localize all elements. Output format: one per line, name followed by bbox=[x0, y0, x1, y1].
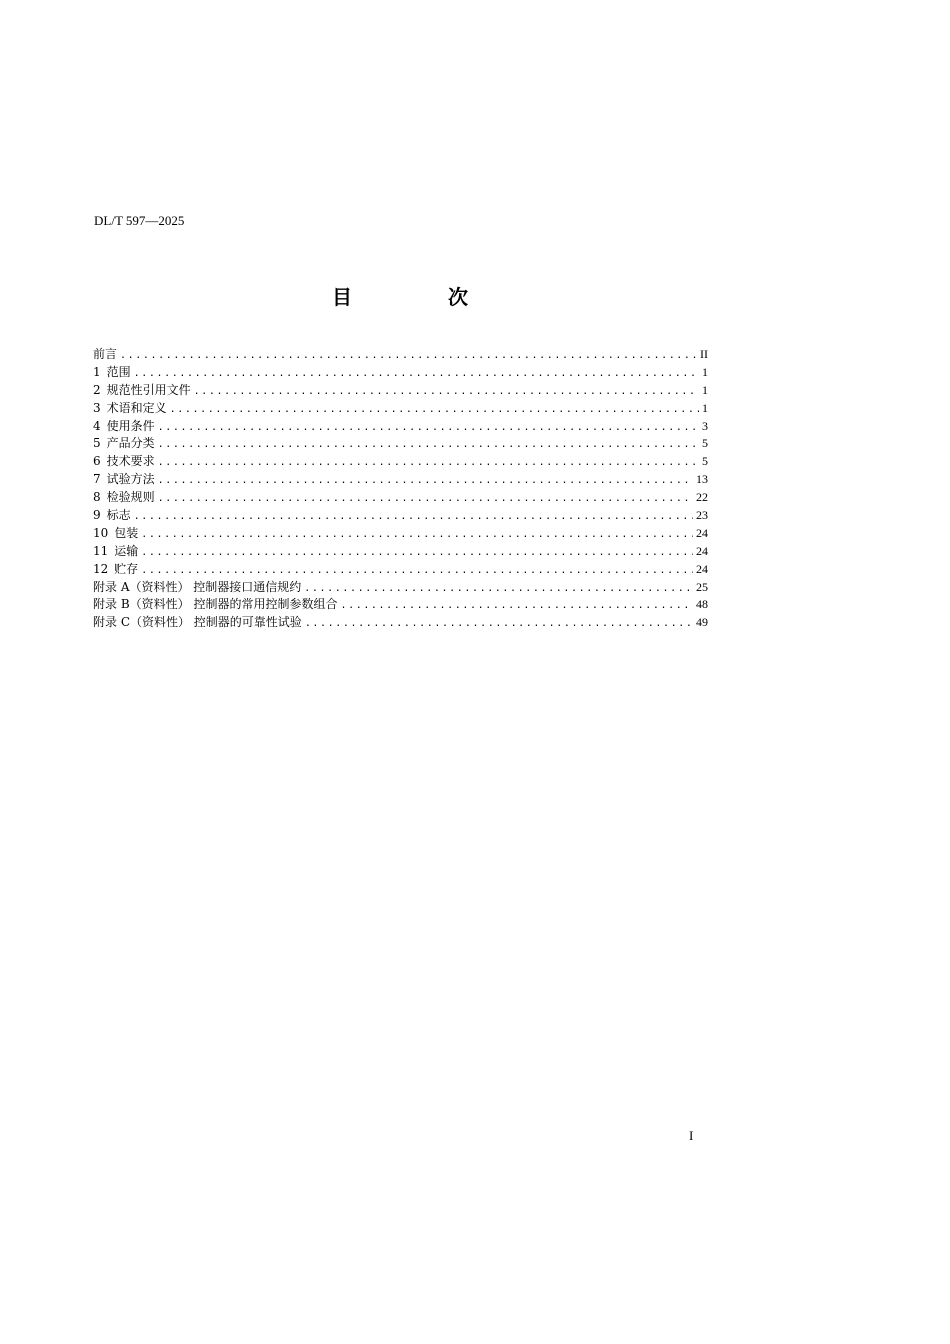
toc-entry-page: 23 bbox=[696, 508, 708, 523]
toc-entry-number: 8 bbox=[93, 490, 101, 505]
toc-leader-dots bbox=[141, 544, 693, 561]
page-number: I bbox=[689, 1128, 694, 1143]
toc-entry-label: 规范性引用文件 bbox=[106, 382, 191, 397]
toc-entry-label: 运输 bbox=[114, 543, 139, 558]
toc-entry-page: 3 bbox=[702, 418, 708, 433]
toc-leader-dots bbox=[158, 454, 699, 471]
toc-entry-label: 术语和定义 bbox=[106, 400, 167, 415]
toc-entry-label: 包装 bbox=[114, 525, 139, 540]
toc-entry-label: 试验方法 bbox=[106, 472, 155, 487]
toc-entry-number: 11 bbox=[93, 543, 109, 558]
toc-leader-dots bbox=[158, 419, 699, 436]
toc-entry-label: 附录 A（资料性） 控制器接口通信规约 bbox=[93, 579, 302, 594]
toc-entry-6[interactable] bbox=[93, 453, 708, 471]
toc-entry-page: 49 bbox=[696, 615, 708, 630]
toc-entry-page: 1 bbox=[702, 382, 708, 397]
toc-entry-number: 6 bbox=[93, 454, 101, 469]
toc-entry-appendix-a[interactable] bbox=[93, 579, 708, 597]
toc-entry-foreword[interactable] bbox=[93, 346, 708, 364]
toc-leader-dots bbox=[141, 526, 693, 543]
toc-leader-dots bbox=[170, 401, 699, 418]
toc-entry-7[interactable] bbox=[93, 471, 708, 489]
toc-entry-page: 24 bbox=[696, 525, 708, 540]
toc-entry-1[interactable] bbox=[93, 364, 708, 382]
toc-entry-11[interactable] bbox=[93, 543, 708, 561]
toc-entry-page: 1 bbox=[702, 364, 708, 379]
toc-entry-page: 5 bbox=[702, 454, 708, 469]
toc-entry-number: 7 bbox=[93, 472, 101, 487]
toc-entry-appendix-b[interactable] bbox=[93, 596, 708, 614]
toc-entry-number: 9 bbox=[93, 508, 101, 523]
toc-leader-dots bbox=[141, 562, 693, 579]
toc-entry-page: 5 bbox=[702, 436, 708, 451]
toc-entry-page: 48 bbox=[696, 597, 708, 612]
toc-entry-number: 10 bbox=[93, 525, 109, 540]
toc-entry-10[interactable] bbox=[93, 525, 708, 543]
toc-leader-dots bbox=[158, 490, 693, 507]
toc-entry-page: 13 bbox=[696, 472, 708, 487]
toc-leader-dots bbox=[134, 508, 693, 525]
toc-entry-label: 使用条件 bbox=[106, 418, 155, 433]
document-code: DL/T 597—2025 bbox=[94, 213, 185, 228]
toc-leader-dots bbox=[158, 472, 693, 489]
toc-leader-dots bbox=[194, 383, 699, 400]
toc-entry-8[interactable] bbox=[93, 489, 708, 507]
toc-entry-label: 贮存 bbox=[114, 561, 139, 576]
toc-entry-4[interactable] bbox=[93, 418, 708, 436]
toc-entry-page: 24 bbox=[696, 561, 708, 576]
toc-leader-dots bbox=[340, 597, 693, 614]
toc-entry-number: 5 bbox=[93, 436, 101, 451]
toc-entry-label: 前言 bbox=[93, 347, 118, 361]
toc-entry-number: 12 bbox=[93, 561, 109, 576]
toc-entry-number: 1 bbox=[93, 364, 101, 379]
toc-leader-dots bbox=[304, 580, 693, 597]
toc-entry-label: 附录 C（资料性） 控制器的可靠性试验 bbox=[93, 615, 302, 630]
toc-entry-label: 范围 bbox=[106, 364, 131, 379]
toc-entry-number: 3 bbox=[93, 400, 101, 415]
toc-leader-dots bbox=[305, 615, 693, 632]
toc-entry-2[interactable] bbox=[93, 382, 708, 400]
table-of-contents bbox=[93, 346, 708, 632]
toc-entry-page: 22 bbox=[696, 490, 708, 505]
toc-entry-page: 1 bbox=[702, 400, 708, 415]
toc-entry-label: 产品分类 bbox=[106, 436, 155, 451]
toc-entry-3[interactable] bbox=[93, 400, 708, 418]
toc-entry-label: 附录 B（资料性） 控制器的常用控制参数组合 bbox=[93, 597, 338, 612]
toc-entry-9[interactable] bbox=[93, 507, 708, 525]
toc-entry-5[interactable] bbox=[93, 435, 708, 453]
toc-entry-label: 检验规则 bbox=[106, 490, 155, 505]
toc-entry-page: 25 bbox=[696, 579, 708, 594]
toc-entry-page: 24 bbox=[696, 543, 708, 558]
toc-leader-dots bbox=[158, 436, 699, 453]
toc-entry-appendix-c[interactable] bbox=[93, 614, 708, 632]
toc-entry-number: 4 bbox=[93, 418, 101, 433]
toc-entry-label: 技术要求 bbox=[106, 454, 155, 469]
toc-entry-page: II bbox=[700, 347, 708, 361]
toc-entry-12[interactable] bbox=[93, 561, 708, 579]
toc-entry-number: 2 bbox=[93, 382, 101, 397]
toc-entry-label: 标志 bbox=[106, 508, 131, 523]
toc-leader-dots bbox=[120, 347, 697, 364]
toc-title: 目 次 bbox=[332, 285, 506, 309]
toc-leader-dots bbox=[134, 365, 699, 382]
